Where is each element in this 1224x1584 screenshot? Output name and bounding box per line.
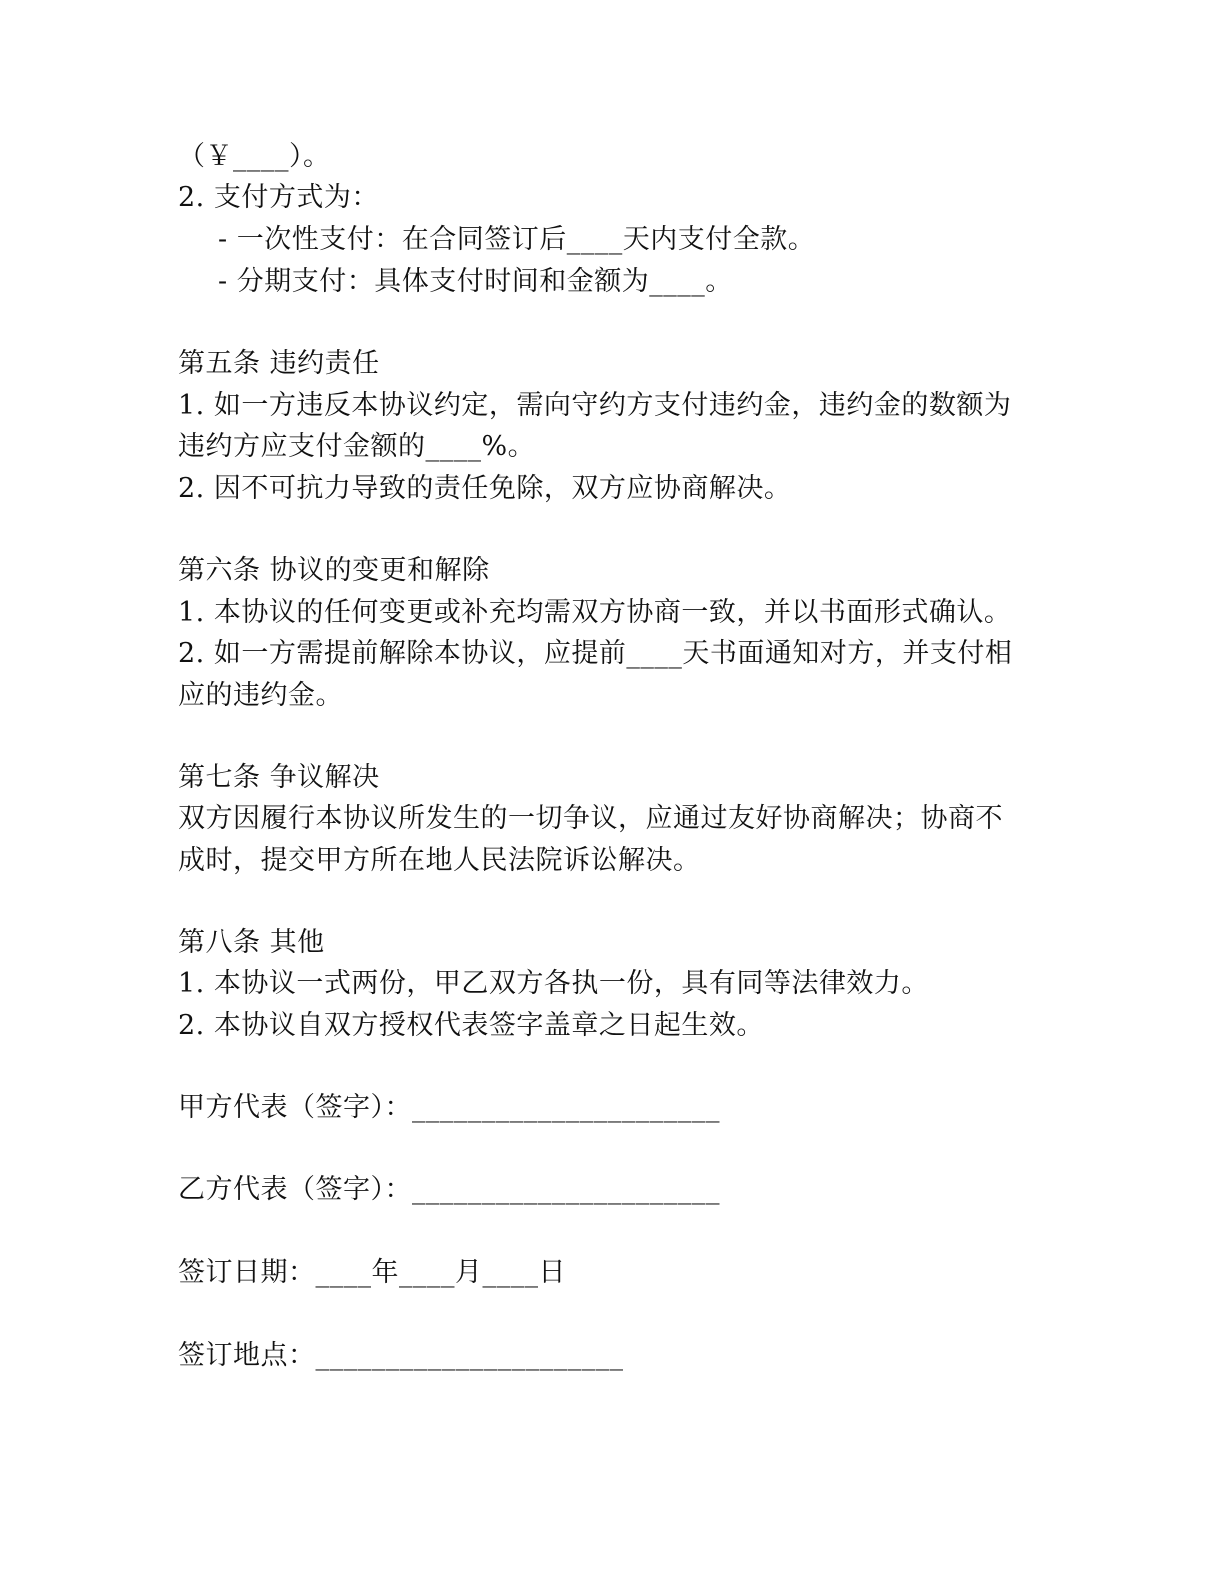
article-6-title: 第六条 协议的变更和解除 [178, 555, 490, 586]
article-5-title: 第五条 违约责任 [178, 348, 380, 379]
payment-method-heading: 2. 支付方式为： [178, 182, 379, 213]
article-6-clause-2-cont: 应的违约金。 [178, 680, 343, 711]
installment-option: - 分期支付：具体支付时间和金额为____。 [218, 266, 733, 297]
lump-sum-option: - 一次性支付：在合同签订后____天内支付全款。 [218, 224, 816, 255]
article-8-clause-2: 2. 本协议自双方授权代表签字盖章之日起生效。 [178, 1010, 764, 1041]
signing-date-field: 签订日期：____年____月____日 [178, 1257, 566, 1288]
article-7-text: 双方因履行本协议所发生的一切争议，应通过友好协商解决；协商不 [178, 803, 1003, 834]
article-5-clause-1: 1. 如一方违反本协议约定，需向守约方支付违约金，违约金的数额为 [178, 390, 1012, 421]
party-b-signature-field: 乙方代表（签字）：______________________ [178, 1174, 720, 1205]
article-8-clause-1: 1. 本协议一式两份，甲乙双方各执一份，具有同等法律效力。 [178, 968, 929, 999]
article-5-clause-2: 2. 因不可抗力导致的责任免除，双方应协商解决。 [178, 473, 792, 504]
party-a-signature-field: 甲方代表（签字）：______________________ [178, 1092, 720, 1123]
payment-amount-line: （￥____）。 [178, 141, 331, 172]
article-8-title: 第八条 其他 [178, 927, 325, 958]
article-5-clause-1-cont: 违约方应支付金额的____%。 [178, 431, 536, 462]
article-6-clause-1: 1. 本协议的任何变更或补充均需双方协商一致，并以书面形式确认。 [178, 597, 1012, 628]
article-7-text-cont: 成时，提交甲方所在地人民法院诉讼解决。 [178, 845, 701, 876]
article-6-clause-2: 2. 如一方需提前解除本协议，应提前____天书面通知对方，并支付相 [178, 638, 1013, 669]
article-7-title: 第七条 争议解决 [178, 762, 380, 793]
signing-place-field: 签订地点：______________________ [178, 1340, 624, 1371]
